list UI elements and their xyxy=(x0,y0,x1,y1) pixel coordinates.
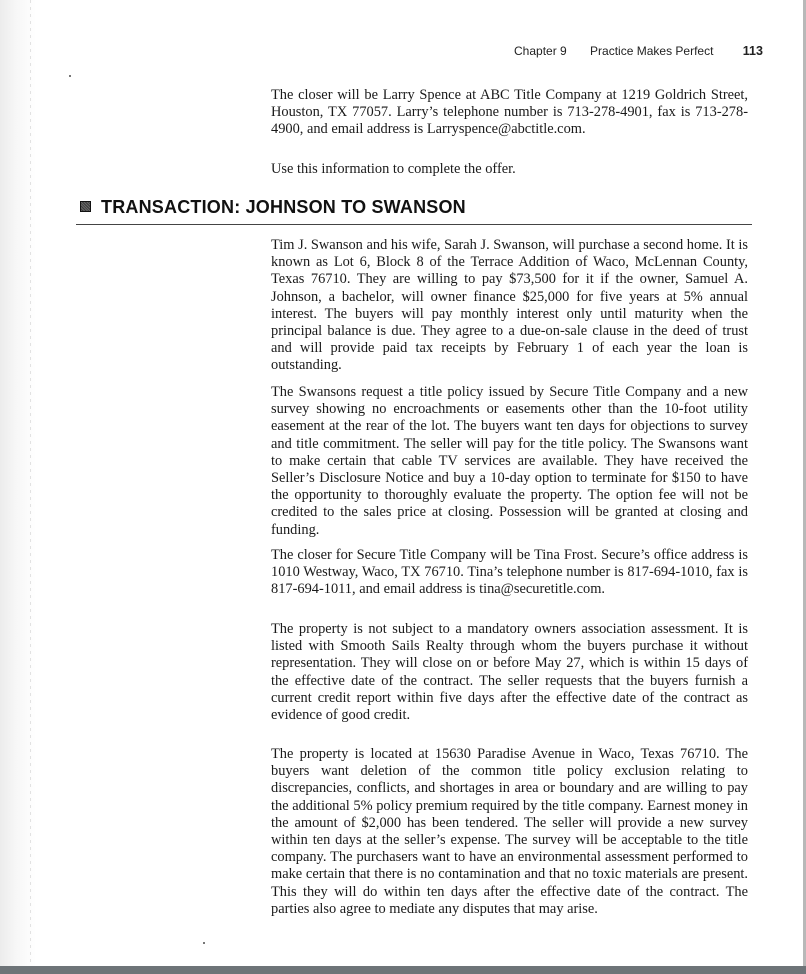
scan-speck xyxy=(69,75,71,77)
page-number: 113 xyxy=(742,44,763,58)
body-paragraph: The property is located at 15630 Paradise Avenue in Waco, Texas 76710. The buyers want deletion of the common title policy exclusion relating to discrepancies, conflicts, and shortages in area or boundary and are willing to pay the additional 5% policy premium required by the title company. Earnest money in the amount of $2,000 has been tendered. The seller will provide a new survey within ten days at the seller’s expense. The survey will be acceptable to the title company. The purchasers want to have an environmental assessment performed to make certain that there is no contamination and that no toxic materials are present. This they will do within ten days after the effective date of the contract. The parties also agree to mediate any disputes that may arise. xyxy=(271,746,748,917)
body-paragraph: The Swansons request a title policy issued by Secure Title Company and a new survey showing no encroachments or easements other than the 10-foot utility easement at the rear of the lot. The buyers want ten days for objections to survey and title commitment. The seller will pay for the title policy. The Swansons want to make certain that cable TV services are available. They have received the Seller’s Disclosure Notice and buy a 10-day option to terminate for $150 to have the opportunity to thoroughly evaluate the property. The option fee will not be credited to the sales price at closing. Possession will be granted at closing and funding. xyxy=(271,384,748,538)
section-divider xyxy=(76,224,752,225)
chapter-label: Chapter 9 xyxy=(514,44,567,58)
scan-speck xyxy=(203,942,205,944)
running-header xyxy=(514,44,763,58)
body-paragraph: The closer for Secure Title Company will be Tina Frost. Secure’s office address is 1010 Westway, Waco, TX 76710. Tina’s telephone number is 817-694-1010, fax is 817-694-1011, and email address is tina@securetitle.com. xyxy=(271,547,748,598)
chapter-title: Practice Makes Perfect xyxy=(590,44,714,58)
body-paragraph: The property is not subject to a mandatory owners association assessment. It is listed with Smooth Sails Realty through whom the buyers purchase it without representation. They will close on or before May 27, which is within 15 days of the effective date of the contract. The seller requests that the buyers furnish a current credit report within five days after the effective date of the contract as evidence of good credit. xyxy=(271,621,748,724)
body-paragraph: Tim J. Swanson and his wife, Sarah J. Swanson, will purchase a second home. It is known as Lot 6, Block 8 of the Terrace Addition of Waco, McLennan County, Texas 76710. They are willing to pay $73,500 for it if the owner, Samuel A. Johnson, a bachelor, will owner finance $25,000 for five years at 5% annual interest. The buyers will pay monthly interest only until maturity when the principal balance is due. They agree to a due-on-sale clause in the deed of trust and will provide paid tax receipts by February 1 of each year the loan is outstanding. xyxy=(271,237,748,374)
page-bottom-edge xyxy=(0,966,806,974)
page-binding-shadow xyxy=(0,0,36,974)
section-heading xyxy=(80,197,466,218)
heading-bullet-icon xyxy=(80,201,91,212)
section-heading-text: TRANSACTION: JOHNSON TO SWANSON xyxy=(101,197,466,217)
closer-paragraph: The closer will be Larry Spence at ABC Title Company at 1219 Goldrich Street, Houston, TX 77057. Larry’s telephone number is 713-278-4901, fax is 713-278-4900, and email address is Larryspence@abctitle.com. xyxy=(271,87,748,138)
instruction-paragraph: Use this information to complete the offer. xyxy=(271,161,516,177)
